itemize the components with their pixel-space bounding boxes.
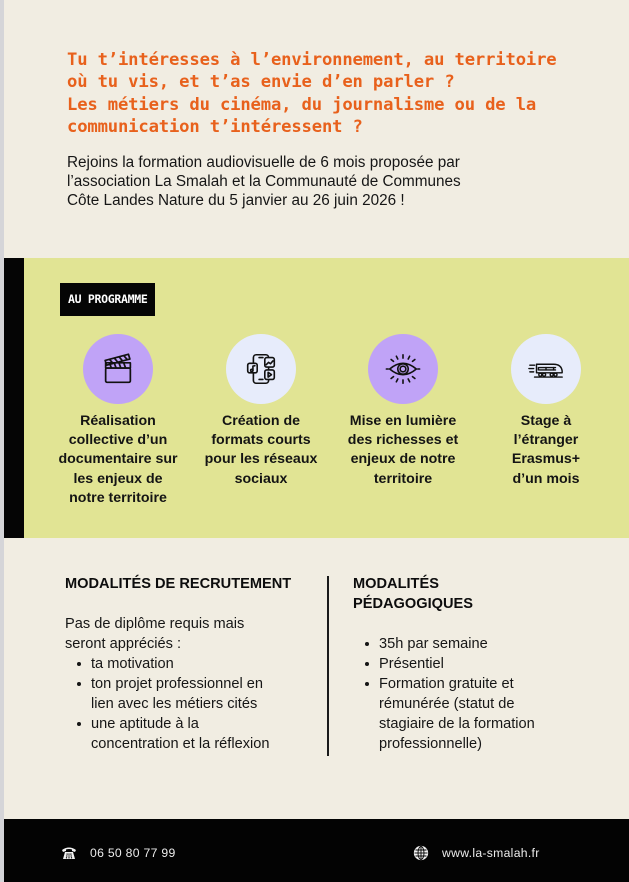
program-item-documentary — [48, 334, 188, 508]
pedagogy-list — [353, 634, 613, 754]
list-item-line: professionnelle) — [379, 736, 483, 752]
label-line: des richesses et — [347, 432, 459, 449]
intro-body-line: Rejoins la formation audiovisuelle de 6 mois proposée par — [67, 154, 460, 171]
telephone-icon — [61, 845, 77, 861]
train-icon — [527, 350, 565, 388]
pedagogy-title — [353, 574, 613, 614]
label-line: d’un mois — [512, 470, 580, 487]
globe-icon — [413, 845, 429, 861]
recruitment-list — [65, 654, 320, 754]
intro-body-line: Côte Landes Nature du 5 janvier au 26 juin 2026 ! — [67, 192, 405, 210]
label-line: Mise en lumière — [349, 413, 457, 429]
program-item-highlight-territory — [333, 334, 473, 489]
recruitment-section — [65, 574, 320, 754]
program-item-social-formats — [191, 334, 331, 489]
program-item-erasmus-internship — [476, 334, 616, 489]
pedagogy-section — [353, 574, 613, 754]
column-divider — [327, 576, 329, 756]
label-line: collective d’un — [68, 432, 168, 449]
label-line: pour les réseaux — [204, 451, 318, 468]
list-item — [353, 674, 613, 754]
title-line: MODALITÉS — [353, 576, 439, 592]
footer-website[interactable] — [413, 845, 540, 861]
title-line: PÉDAGOGIQUES — [353, 596, 474, 612]
intro-heading-line: Tu t’intéresses à l’environnement, au territoire — [67, 50, 557, 70]
phone-number[interactable]: 06 50 80 77 99 — [90, 846, 176, 860]
intro-heading-line: où tu vis, et t’as envie d’en parler ? — [67, 72, 455, 93]
list-item — [353, 634, 613, 654]
label-line: territoire — [373, 470, 433, 487]
intro-line: seront appréciés : — [65, 636, 182, 652]
label-line: les enjeux de — [73, 470, 163, 487]
list-item-line: rémunérée (statut de — [379, 696, 515, 712]
list-item — [65, 674, 320, 714]
list-item-line: une aptitude à la — [91, 716, 199, 732]
eye-icon — [384, 350, 422, 388]
label-line: Création de — [221, 413, 301, 429]
label-line: sociaux — [234, 470, 288, 487]
website-link[interactable]: www.la-smalah.fr — [442, 846, 540, 860]
icon-circle — [83, 334, 153, 404]
label-line: Erasmus+ — [511, 451, 581, 468]
program-section — [4, 258, 629, 538]
intro-heading-line: Les métiers du cinéma, du journalisme ou de la — [67, 94, 537, 115]
recruitment-title — [65, 574, 320, 594]
list-item-line: lien avec les métiers cités — [91, 696, 258, 712]
recruitment-intro — [65, 614, 320, 654]
icon-circle — [368, 334, 438, 404]
intro-body — [67, 153, 587, 211]
intro-heading-line: communication t’intéressent ? — [67, 116, 363, 137]
icon-circle — [511, 334, 581, 404]
list-item — [65, 714, 320, 754]
program-accent-bar — [4, 258, 24, 538]
list-item-line: ta motivation — [91, 656, 174, 672]
social-media-phone-icon — [242, 350, 280, 388]
list-item-line: Présentiel — [379, 656, 444, 672]
list-item-line: ton projet professionnel en — [91, 676, 263, 692]
label-line: documentaire sur — [58, 451, 178, 468]
program-item-label — [476, 412, 616, 489]
label-line: l’étranger — [513, 432, 579, 449]
list-item-line: 35h par semaine — [379, 636, 488, 652]
label-line: Stage à — [520, 413, 572, 429]
program-badge: AU PROGRAMME — [60, 283, 155, 316]
list-item — [353, 654, 613, 674]
list-item-line: stagiaire de la formation — [379, 716, 535, 732]
list-item-line: concentration et la réflexion — [91, 736, 270, 752]
footer — [4, 819, 629, 882]
label-line: enjeux de notre — [350, 451, 456, 468]
program-item-label — [333, 412, 473, 489]
label-line: Réalisation — [80, 413, 156, 429]
footer-phone[interactable] — [61, 845, 176, 861]
intro-heading — [67, 49, 627, 138]
intro-body-line: l’association La Smalah et la Communauté de Communes — [67, 173, 461, 191]
program-item-label — [191, 412, 331, 489]
clapperboard-icon — [99, 350, 137, 388]
list-item-line: Formation gratuite et — [379, 676, 514, 692]
list-item — [65, 654, 320, 674]
program-item-label — [48, 412, 188, 508]
title-line: MODALITÉS DE RECRUTEMENT — [65, 576, 292, 592]
icon-circle — [226, 334, 296, 404]
label-line: formats courts — [211, 432, 311, 449]
intro-line: Pas de diplôme requis mais — [65, 616, 245, 632]
label-line: notre territoire — [69, 489, 167, 506]
